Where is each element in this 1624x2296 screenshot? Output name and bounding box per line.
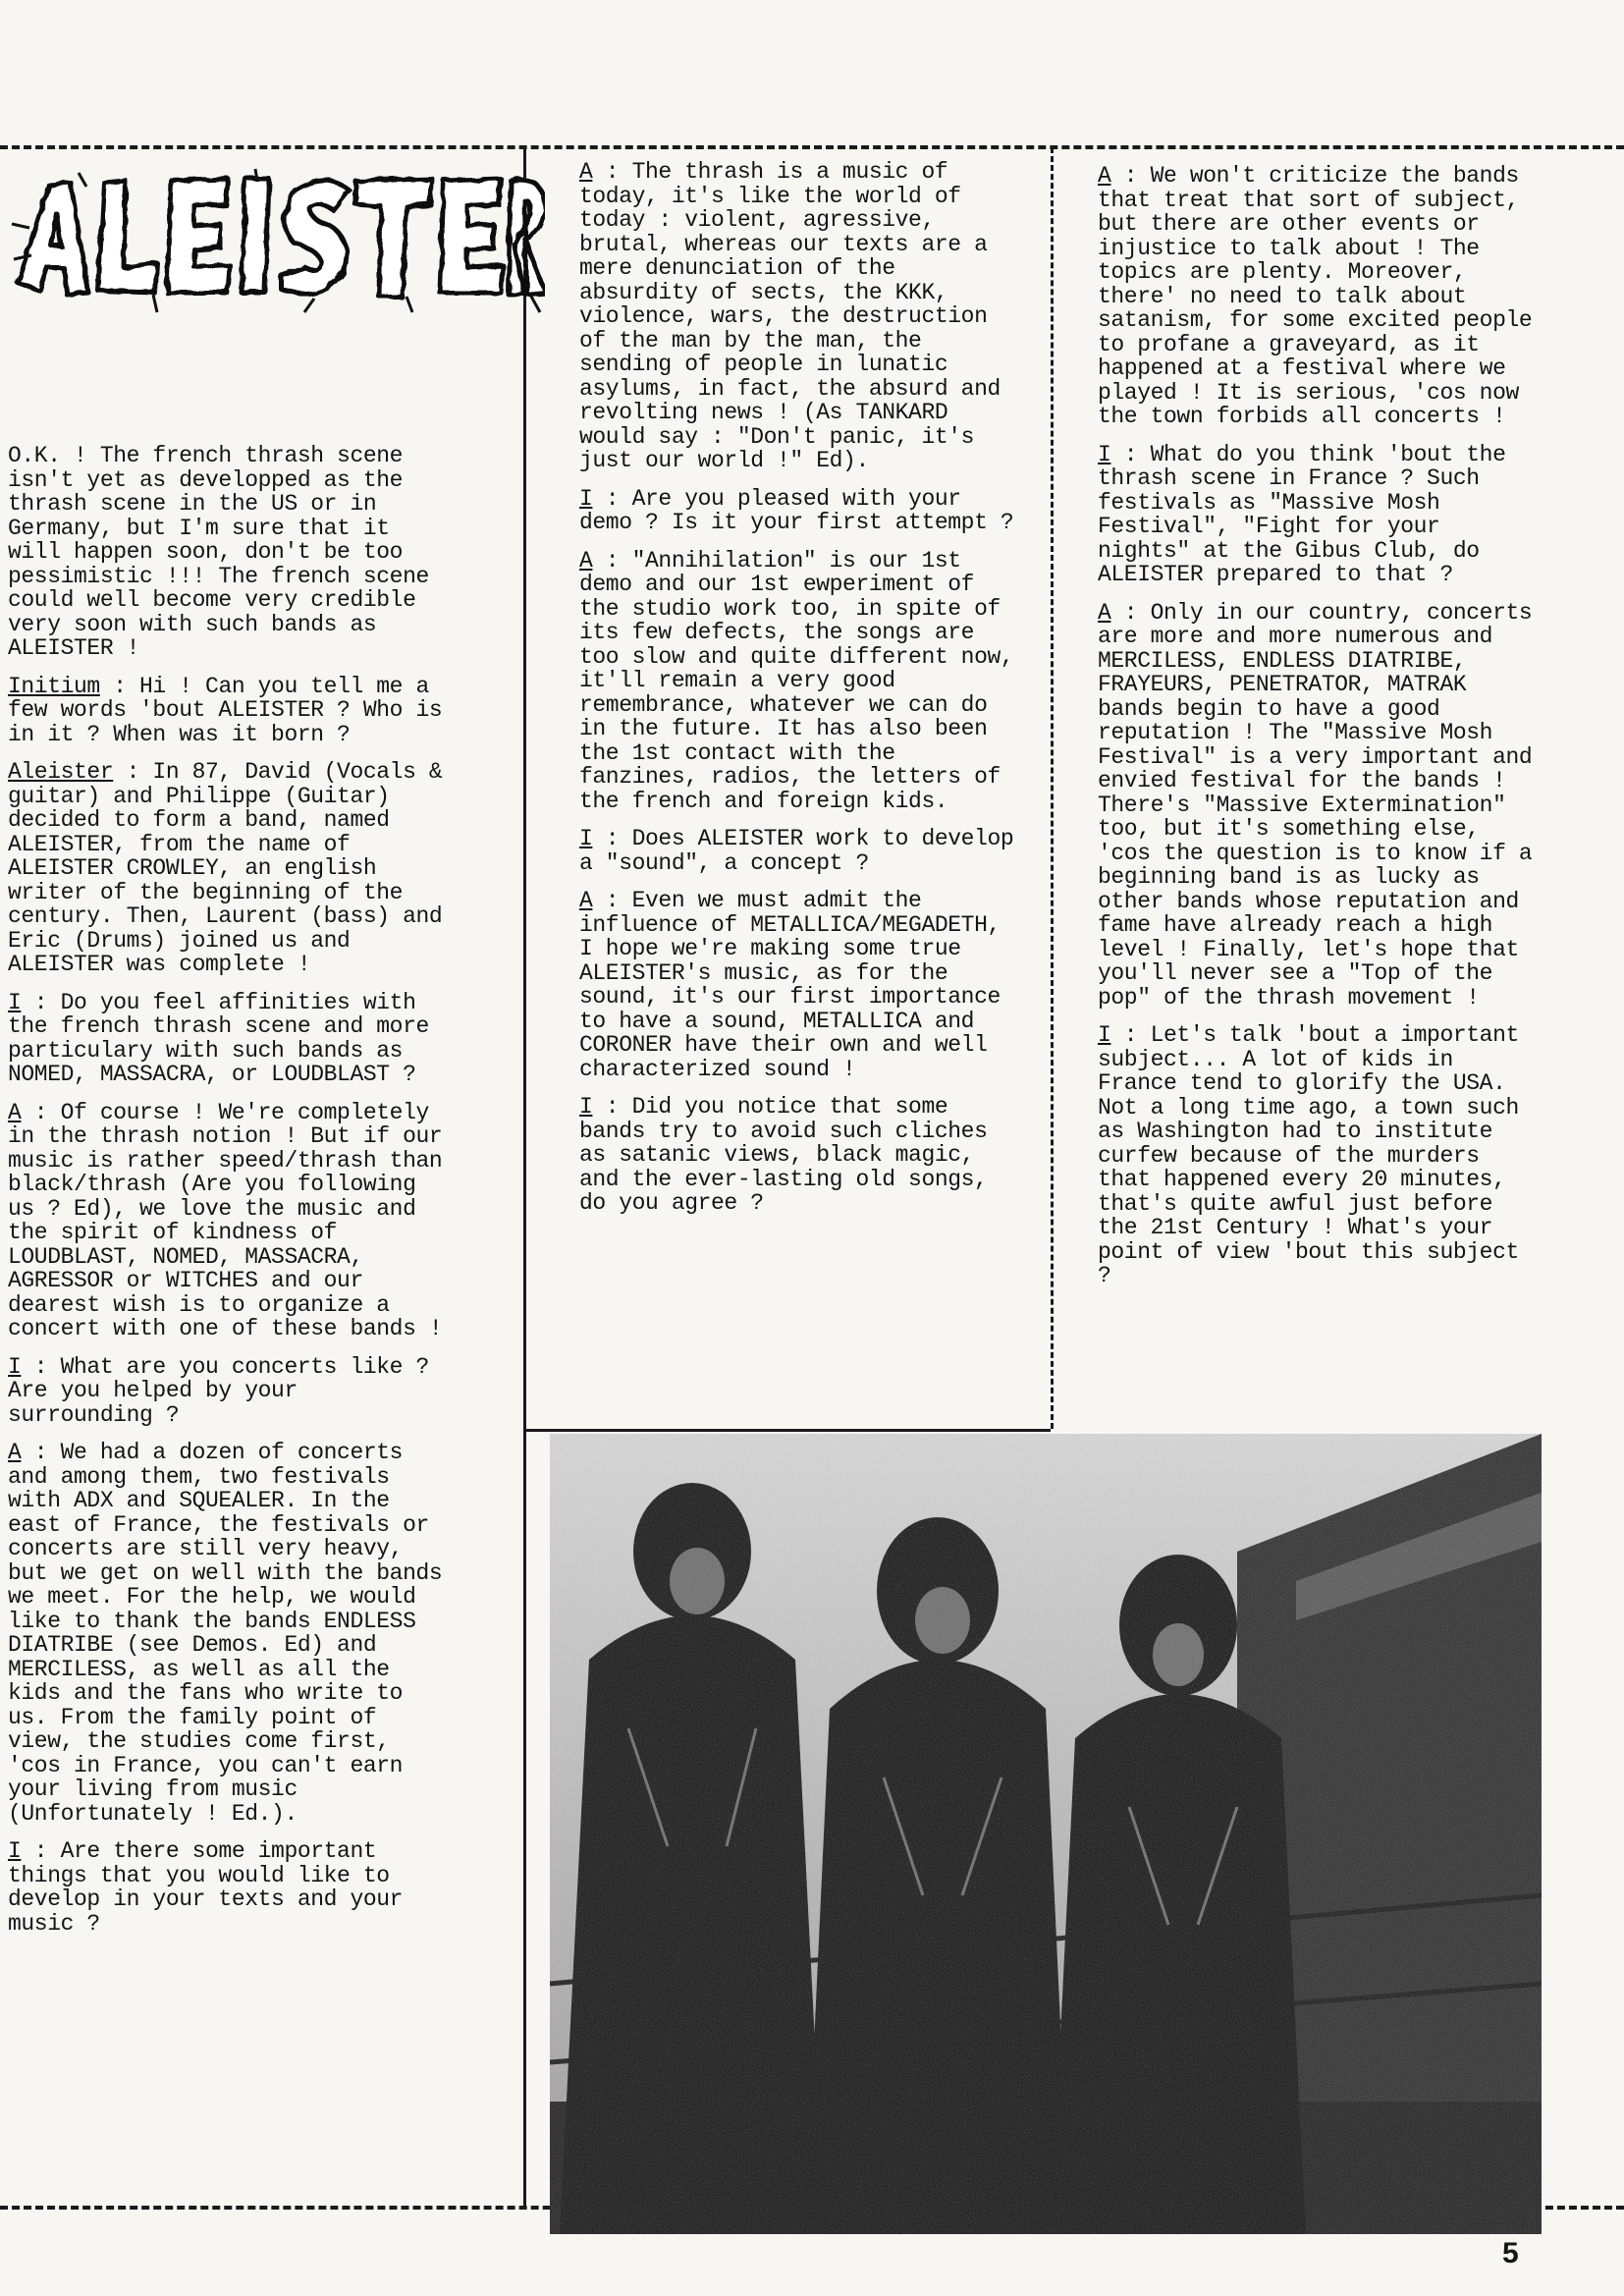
speaker-label: I xyxy=(579,826,593,851)
paragraph-text: O.K. ! The french thrash scene isn't yet as developped as the thrash scene in the US or in Germany, but I'm sure that it will happen soon, don't be too pessimistic !!! The french scene could well become very credible very soon with such bands as ALEISTER ! xyxy=(8,443,429,661)
paragraph-text: : "Annihilation" is our 1st demo and our 1st ewperiment of the studio work too, in spite of its few defects, the songs are too slow and quite different now, it'll remain a very good remembrance, whatever we can do in the future. It has also been the 1st contact with the fanzines, radios, the letters of the french and foreign kids. xyxy=(579,547,1014,814)
paragraph xyxy=(8,675,450,747)
speaker-label: Initium xyxy=(8,673,100,699)
paragraph xyxy=(579,827,1026,875)
paragraph xyxy=(1098,443,1544,587)
paragraph-text: : What do you think 'bout the thrash scene in France ? Such festivals as "Massive Mosh Festival", "Fight for your nights" at the Gibus Club, do ALEISTER prepared to that ? xyxy=(1098,441,1506,587)
left-column xyxy=(8,444,450,1949)
paragraph-text: : Does ALEISTER work to develop a "sound", a concept ? xyxy=(579,826,1014,876)
speaker-label: I xyxy=(8,989,22,1015)
paragraph-text: : The thrash is a music of today, it's like the world of today : violent, agressive, brutal, whereas our texts are a mere denunciation of the absurdity of sects, the KKK, violence, wars, the destruction of the man by the man, the sending of people in lunatic asylums, in fact, the absurd and revolting news ! (As TANKARD would say : "Don't panic, it's just our world !" Ed). xyxy=(579,159,1001,473)
logo-graphic xyxy=(10,165,545,317)
top-dashed-rule xyxy=(0,145,1624,149)
speaker-label: I xyxy=(579,485,593,512)
paragraph xyxy=(8,1355,450,1428)
speaker-label: I xyxy=(579,1094,593,1120)
aleister-logo xyxy=(10,165,545,317)
page-number: 5 xyxy=(1502,2237,1519,2269)
paragraph-text: : We won't criticize the bands that treat that sort of subject, but there are other events or injustice to talk about ! The topics are plenty. Moreover, there' no need to talk about satanism, for some excited people to profane a graveyard, as it happened at a festival where we played ! It is serious, 'cos now the town forbids all concerts ! xyxy=(1098,163,1533,429)
speaker-label: I xyxy=(1098,441,1111,467)
right-column-divider xyxy=(1051,147,1054,1429)
speaker-label: I xyxy=(8,1838,22,1864)
speaker-label: A xyxy=(579,159,593,185)
paragraph xyxy=(1098,1023,1544,1288)
paragraph xyxy=(579,549,1026,814)
speaker-label: A xyxy=(579,888,593,913)
speaker-label: A xyxy=(8,1440,22,1465)
paragraph xyxy=(579,160,1026,473)
speaker-label: I xyxy=(8,1353,22,1380)
paragraph xyxy=(1098,164,1544,429)
left-column-divider xyxy=(523,147,526,2206)
middle-box-bottom-rule xyxy=(523,1429,1051,1432)
speaker-label: Aleister xyxy=(8,759,114,785)
paragraph-text: : We had a dozen of concerts and among them, two festivals with ADX and SQUEALER. In the east of France, the festivals or concerts are still very heavy, but we get on well with the bands we meet. For the help, we would like to thank the bands ENDLESS DIATRIBE (see Demos. Ed) and MERCILESS, as well as all the kids and the fans who write to us. From the family point of view, the studies come first, 'cos in France, you can't earn your living from music (Unfortunately ! Ed.). xyxy=(8,1440,443,1827)
speaker-label: A xyxy=(1098,599,1111,626)
paragraph-text: : Hi ! Can you tell me a few words 'bout ALEISTER ? Who is in it ? When was it born ? xyxy=(8,673,443,747)
paragraph-text: : Let's talk 'bout a important subject... A lot of kids in France tend to glorify the USA. Not a long time ago, a town such as Washington had to institute curfew because of the murders that happened every 20 minutes, that's quite awful just before the 21st Century ! What's your point of view 'bout this subject ? xyxy=(1098,1022,1519,1288)
paragraph xyxy=(1098,601,1544,1011)
paragraph-text: : Are you pleased with your demo ? Is it your first attempt ? xyxy=(579,485,1014,535)
paragraph xyxy=(8,1101,450,1341)
paragraph-text: : Of course ! We're completely in the thrash notion ! But if our music is rather speed/thrash than black/thrash (Are you following us ? Ed), we love the music and the spirit of kindness of LOUDBLAST, NOMED, MASSACRA, AGRESSOR or WITCHES and our dearest wish is to organize a concert with one of these bands ! xyxy=(8,1099,443,1341)
paragraph-text: : Did you notice that some bands try to avoid such cliches as satanic views, black magic, and the ever-lasting old songs, do you agree ? xyxy=(579,1094,988,1216)
paragraph xyxy=(8,444,450,661)
paragraph xyxy=(8,760,450,977)
paragraph-text: : In 87, David (Vocals & guitar) and Philippe (Guitar) decided to form a band, named ALEISTER, from the name of ALEISTER CROWLEY, an english writer of the beginning of the century. Then, Laurent (bass) and Eric (Drums) joined us and ALEISTER was complete ! xyxy=(8,759,443,977)
paragraph-text: : Are there some important things that you would like to develop in your texts and your music ? xyxy=(8,1838,404,1937)
band-photo-graphic xyxy=(550,1434,1542,2234)
paragraph xyxy=(8,991,450,1087)
speaker-label: A xyxy=(1098,163,1111,189)
paragraph xyxy=(579,1095,1026,1216)
paragraph-text: : Even we must admit the influence of METALLICA/MEGADETH, I hope we're making some true ALEISTER's music, as for the sound, it's our first importance to have a sound, METALLICA and CORONER have their own and well characterized sound ! xyxy=(579,888,1001,1082)
paragraph xyxy=(579,889,1026,1081)
paragraph-text: : What are you concerts like ? Are you helped by your surrounding ? xyxy=(8,1353,429,1428)
speaker-label: A xyxy=(8,1099,22,1125)
middle-column xyxy=(579,160,1026,1230)
speaker-label: I xyxy=(1098,1022,1111,1048)
paragraph-text: : Only in our country, concerts are more and more numerous and MERCILESS, ENDLESS DIATRIBE, FRAYEURS, PENETRATOR, MATRAK bands begin to have a good reputation ! The "Massive Mosh Festival" is a very important and envied festival for the bands ! There's "Massive Extermination" too, but it's something else, 'cos the question is to know if a beginning band is as lucky as other bands whose reputation and fame have already reach a high level ! Finally, let's hope that you'll never see a "Top of the pop" of the thrash movement ! xyxy=(1098,599,1533,1011)
paragraph-text: : Do you feel affinities with the french thrash scene and more particulary with such bands as NOMED, MASSACRA, or LOUDBLAST ? xyxy=(8,989,429,1087)
speaker-label: A xyxy=(579,547,593,574)
paragraph xyxy=(579,487,1026,535)
paragraph xyxy=(8,1839,450,1936)
paragraph xyxy=(8,1441,450,1826)
band-photo xyxy=(550,1434,1542,2234)
right-column xyxy=(1098,164,1544,1302)
